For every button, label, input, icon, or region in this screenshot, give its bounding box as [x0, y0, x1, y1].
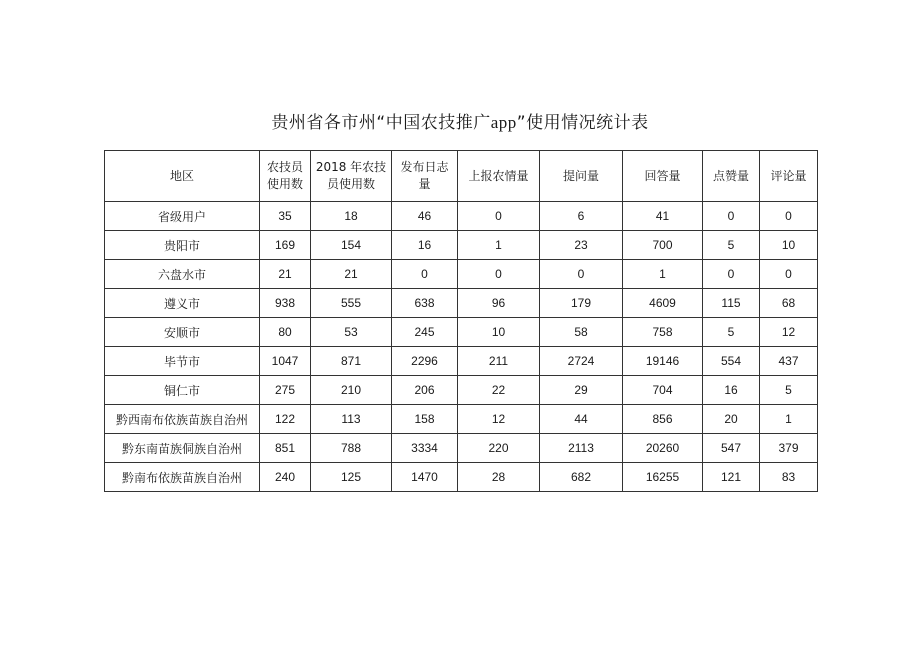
column-header-line: 农技员 [266, 160, 303, 174]
column-header-line: 使用数 [266, 177, 303, 191]
value-cell: 22 [458, 376, 540, 405]
region-cell: 省级用户 [105, 202, 260, 231]
column-header [540, 151, 623, 202]
value-cell: 10 [458, 318, 540, 347]
value-cell: 0 [760, 202, 818, 231]
value-cell: 1 [623, 260, 703, 289]
value-cell: 121 [703, 463, 760, 492]
value-cell: 0 [703, 260, 760, 289]
table-row [105, 318, 818, 347]
value-cell: 851 [260, 434, 311, 463]
value-cell: 788 [311, 434, 392, 463]
column-header-line: 量 [418, 177, 431, 191]
value-cell: 2724 [540, 347, 623, 376]
column-header-line: 发布日志 [400, 160, 449, 174]
column-header [458, 151, 540, 202]
value-cell: 18 [311, 202, 392, 231]
value-cell: 179 [540, 289, 623, 318]
region-cell: 黔南布依族苗族自治州 [105, 463, 260, 492]
value-cell: 35 [260, 202, 311, 231]
value-cell: 5 [760, 376, 818, 405]
value-cell: 758 [623, 318, 703, 347]
value-cell: 0 [458, 260, 540, 289]
value-cell: 20260 [623, 434, 703, 463]
value-cell: 871 [311, 347, 392, 376]
value-cell: 122 [260, 405, 311, 434]
page-title [0, 108, 920, 133]
statistics-table [104, 150, 818, 492]
value-cell: 10 [760, 231, 818, 260]
value-cell: 58 [540, 318, 623, 347]
value-cell: 44 [540, 405, 623, 434]
value-cell: 96 [458, 289, 540, 318]
table-row [105, 463, 818, 492]
column-header [392, 151, 458, 202]
value-cell: 0 [540, 260, 623, 289]
value-cell: 704 [623, 376, 703, 405]
value-cell: 19146 [623, 347, 703, 376]
column-header-line: 上报农情量 [468, 168, 529, 183]
title-prefix: 贵州省各市州“中国农技推广 [271, 113, 491, 133]
table-row [105, 347, 818, 376]
column-header-line: 评论量 [770, 168, 807, 183]
value-cell: 555 [311, 289, 392, 318]
value-cell: 1 [458, 231, 540, 260]
value-cell: 4609 [623, 289, 703, 318]
column-header-line: 提问量 [562, 168, 599, 183]
table-header-row [105, 151, 818, 202]
value-cell: 240 [260, 463, 311, 492]
value-cell: 437 [760, 347, 818, 376]
value-cell: 21 [311, 260, 392, 289]
value-cell: 547 [703, 434, 760, 463]
region-cell: 六盘水市 [105, 260, 260, 289]
value-cell: 21 [260, 260, 311, 289]
value-cell: 169 [260, 231, 311, 260]
column-header [703, 151, 760, 202]
value-cell: 210 [311, 376, 392, 405]
value-cell: 41 [623, 202, 703, 231]
value-cell: 211 [458, 347, 540, 376]
value-cell: 80 [260, 318, 311, 347]
value-cell: 158 [392, 405, 458, 434]
column-header-line: 2018 年农技 [315, 160, 387, 174]
table-row [105, 289, 818, 318]
value-cell: 938 [260, 289, 311, 318]
value-cell: 856 [623, 405, 703, 434]
value-cell: 12 [458, 405, 540, 434]
region-cell: 黔西南布依族苗族自治州 [105, 405, 260, 434]
value-cell: 5 [703, 231, 760, 260]
value-cell: 5 [703, 318, 760, 347]
value-cell: 20 [703, 405, 760, 434]
value-cell: 46 [392, 202, 458, 231]
value-cell: 220 [458, 434, 540, 463]
title-latin: app [490, 113, 517, 132]
column-header [760, 151, 818, 202]
region-cell: 黔东南苗族侗族自治州 [105, 434, 260, 463]
region-cell: 贵阳市 [105, 231, 260, 260]
value-cell: 83 [760, 463, 818, 492]
table-row [105, 405, 818, 434]
column-header-line: 员使用数 [326, 177, 375, 191]
value-cell: 23 [540, 231, 623, 260]
value-cell: 700 [623, 231, 703, 260]
column-header-line: 回答量 [644, 168, 681, 183]
value-cell: 68 [760, 289, 818, 318]
value-cell: 682 [540, 463, 623, 492]
value-cell: 275 [260, 376, 311, 405]
table-row [105, 434, 818, 463]
column-header [623, 151, 703, 202]
table-row [105, 231, 818, 260]
value-cell: 53 [311, 318, 392, 347]
region-cell: 铜仁市 [105, 376, 260, 405]
column-header [105, 151, 260, 202]
value-cell: 29 [540, 376, 623, 405]
table-row [105, 260, 818, 289]
column-header-line: 点赞量 [712, 168, 749, 183]
table-row [105, 376, 818, 405]
column-header [311, 151, 392, 202]
value-cell: 125 [311, 463, 392, 492]
value-cell: 0 [760, 260, 818, 289]
value-cell: 16 [392, 231, 458, 260]
value-cell: 16 [703, 376, 760, 405]
value-cell: 12 [760, 318, 818, 347]
value-cell: 28 [458, 463, 540, 492]
region-cell: 毕节市 [105, 347, 260, 376]
value-cell: 638 [392, 289, 458, 318]
region-cell: 安顺市 [105, 318, 260, 347]
region-cell: 遵义市 [105, 289, 260, 318]
table-row [105, 202, 818, 231]
value-cell: 2113 [540, 434, 623, 463]
value-cell: 16255 [623, 463, 703, 492]
value-cell: 0 [703, 202, 760, 231]
value-cell: 1047 [260, 347, 311, 376]
column-header [260, 151, 311, 202]
value-cell: 0 [392, 260, 458, 289]
title-suffix: ”使用情况统计表 [516, 113, 649, 133]
value-cell: 3334 [392, 434, 458, 463]
value-cell: 245 [392, 318, 458, 347]
table-body [105, 202, 818, 492]
value-cell: 1470 [392, 463, 458, 492]
value-cell: 206 [392, 376, 458, 405]
column-header-line: 地区 [169, 168, 194, 183]
value-cell: 554 [703, 347, 760, 376]
value-cell: 113 [311, 405, 392, 434]
value-cell: 6 [540, 202, 623, 231]
value-cell: 0 [458, 202, 540, 231]
value-cell: 1 [760, 405, 818, 434]
value-cell: 154 [311, 231, 392, 260]
value-cell: 115 [703, 289, 760, 318]
value-cell: 379 [760, 434, 818, 463]
value-cell: 2296 [392, 347, 458, 376]
